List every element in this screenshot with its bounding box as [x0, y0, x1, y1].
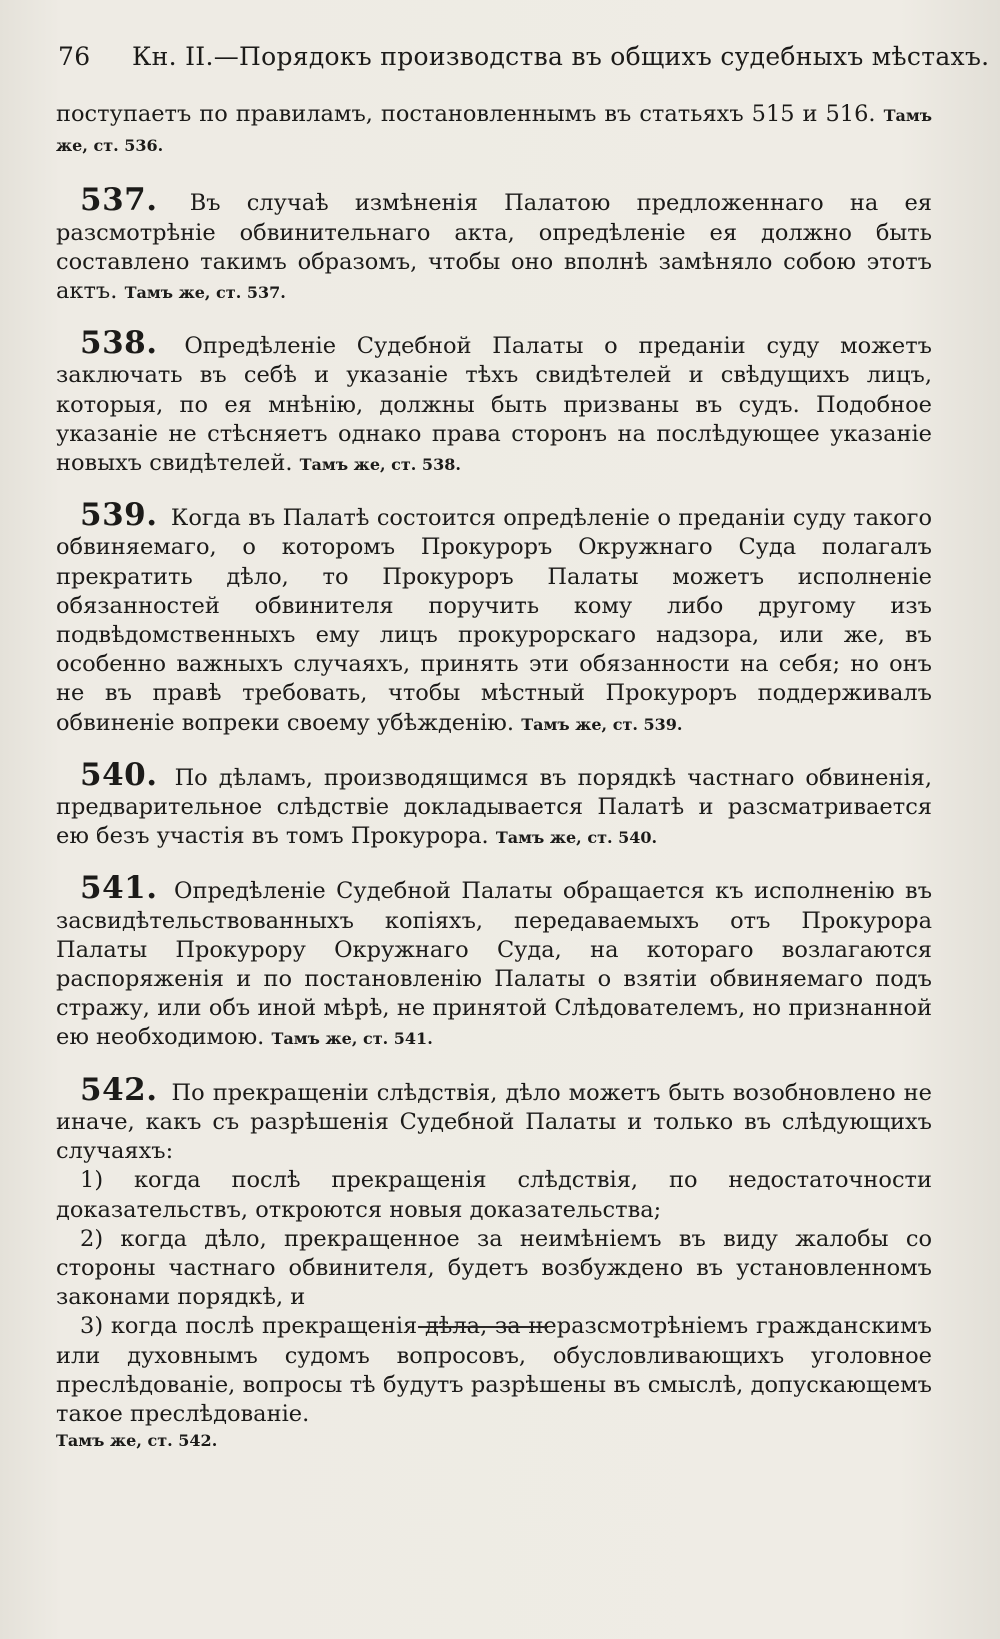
- article-number: 541.: [80, 870, 158, 907]
- source-reference: Тамъ же, ст. 540.: [495, 828, 658, 848]
- article-541: [56, 870, 933, 1053]
- article-text: Когда въ Палатѣ состоится опредѣленіе о преданіи суду такого обвиняемаго, о которомъ Прокуроръ Окружнаго Суда полагалъ прекратить дѣло, то Прокуроръ Палаты можетъ исполненіе обязанностей обвинителя поручить кому либо другому изъ подвѣдомственныхъ ему лицъ прокурорскаго надзора, или же, въ особенно важныхъ случаяхъ, принять эти обязанности на себя; но онъ не въ правѣ требовать, чтобы мѣстный Прокуроръ поддерживалъ обвиненіе вопреки своему убѣжденію.: [56, 505, 932, 736]
- article-reference-line: [56, 1425, 932, 1455]
- source-reference: Тамъ же, ст. 541.: [271, 1029, 433, 1049]
- bleed-through-shade: [60, 1380, 67, 1409]
- running-title: Кн. II.—Порядокъ производства въ общихъ судебныхъ мѣстахъ.: [132, 42, 990, 71]
- article-538: [56, 325, 932, 479]
- article-number: 540.: [80, 756, 158, 793]
- article-number: 539.: [80, 497, 158, 534]
- list-item-text: 3) когда послѣ прекращенія дѣла, за неразсмотрѣніемъ гражданскимъ или духовнымъ судомъ вопросовъ, обусловливающихъ уголовное преслѣдованіе, вопросы тѣ будутъ разрѣшены въ смыслѣ, допускающемъ такое преслѣдованіе.: [56, 1313, 932, 1427]
- article-text: По прекращеніи слѣдствія, дѣло можетъ быть возобновлено не иначе, какъ съ разрѣшенія Судебной Палаты и только въ слѣдующихъ случаяхъ:: [56, 1079, 932, 1165]
- article-text: Опредѣленіе Судебной Палаты обращается къ исполненію въ засвидѣтельствованныхъ копіяхъ, передаваемыхъ отъ Прокурора Палаты Прокурору Окружнаго Суда, на котораго возлагаются распоряженія и по постановленію Палаты о взятіи обвиняемаго подъ стражу, или объ иной мѣрѣ, не принятой Слѣдователемъ, но признанной ею необходимою.: [56, 878, 933, 1051]
- article-540: [56, 756, 933, 853]
- source-reference: Тамъ же, ст. 542.: [56, 1431, 218, 1451]
- page-body: [56, 100, 932, 1477]
- running-header: [58, 42, 990, 71]
- end-rule: [418, 1326, 548, 1328]
- continuation-paragraph: [56, 100, 932, 160]
- page-number: 76: [58, 42, 91, 71]
- list-item: [56, 1312, 932, 1429]
- list-item: 2) когда дѣло, прекращенное за неимѣніемъ въ виду жалобы со стороны частнаго обвинителя, будетъ возбуждено въ установленномъ законами порядкѣ, и: [56, 1225, 932, 1311]
- article-text: Опредѣленіе Судебной Палаты о преданіи суду можетъ заключать въ себѣ и указаніе тѣхъ свидѣтелей и свѣдущихъ лицъ, которыя, по ея мнѣнію, должны быть призваны въ судъ. Подобное указаніе не стѣсняетъ однако права сторонъ на послѣдующее указаніе новыхъ свидѣтелей.: [56, 333, 932, 477]
- article-intro: [56, 1071, 932, 1167]
- source-reference: Тамъ же, ст. 538.: [299, 455, 461, 475]
- continuation-text: поступаетъ по правиламъ, постановленнымъ въ статьяхъ 515 и 516.: [56, 101, 876, 127]
- article-542: [56, 1071, 932, 1456]
- article-537: [56, 182, 932, 307]
- article-text: Въ случаѣ измѣненія Палатою предложеннаго на ея разсмотрѣніе обвинительнаго акта, опредѣленіе ея должно быть составлено такимъ образомъ, чтобы оно вполнѣ замѣняло собою этотъ актъ.: [56, 190, 932, 305]
- article-number: 538.: [80, 325, 158, 362]
- article-539: [56, 497, 932, 739]
- article-number: 537.: [80, 182, 158, 219]
- source-reference: Тамъ же, ст. 537.: [124, 283, 286, 303]
- source-reference: Тамъ же, ст. 536.: [56, 106, 933, 156]
- article-number: 542.: [80, 1071, 158, 1108]
- source-reference: Тамъ же, ст. 539.: [521, 714, 683, 734]
- article-text: По дѣламъ, производящимся въ порядкѣ частнаго обвиненія, предварительное слѣдствіе докладывается Палатѣ и разсматривается ею безъ участія въ томъ Прокурора.: [56, 764, 933, 850]
- list-item: 1) когда послѣ прекращенія слѣдствія, по недостаточности доказательствъ, откроются новыя доказательства;: [56, 1167, 932, 1223]
